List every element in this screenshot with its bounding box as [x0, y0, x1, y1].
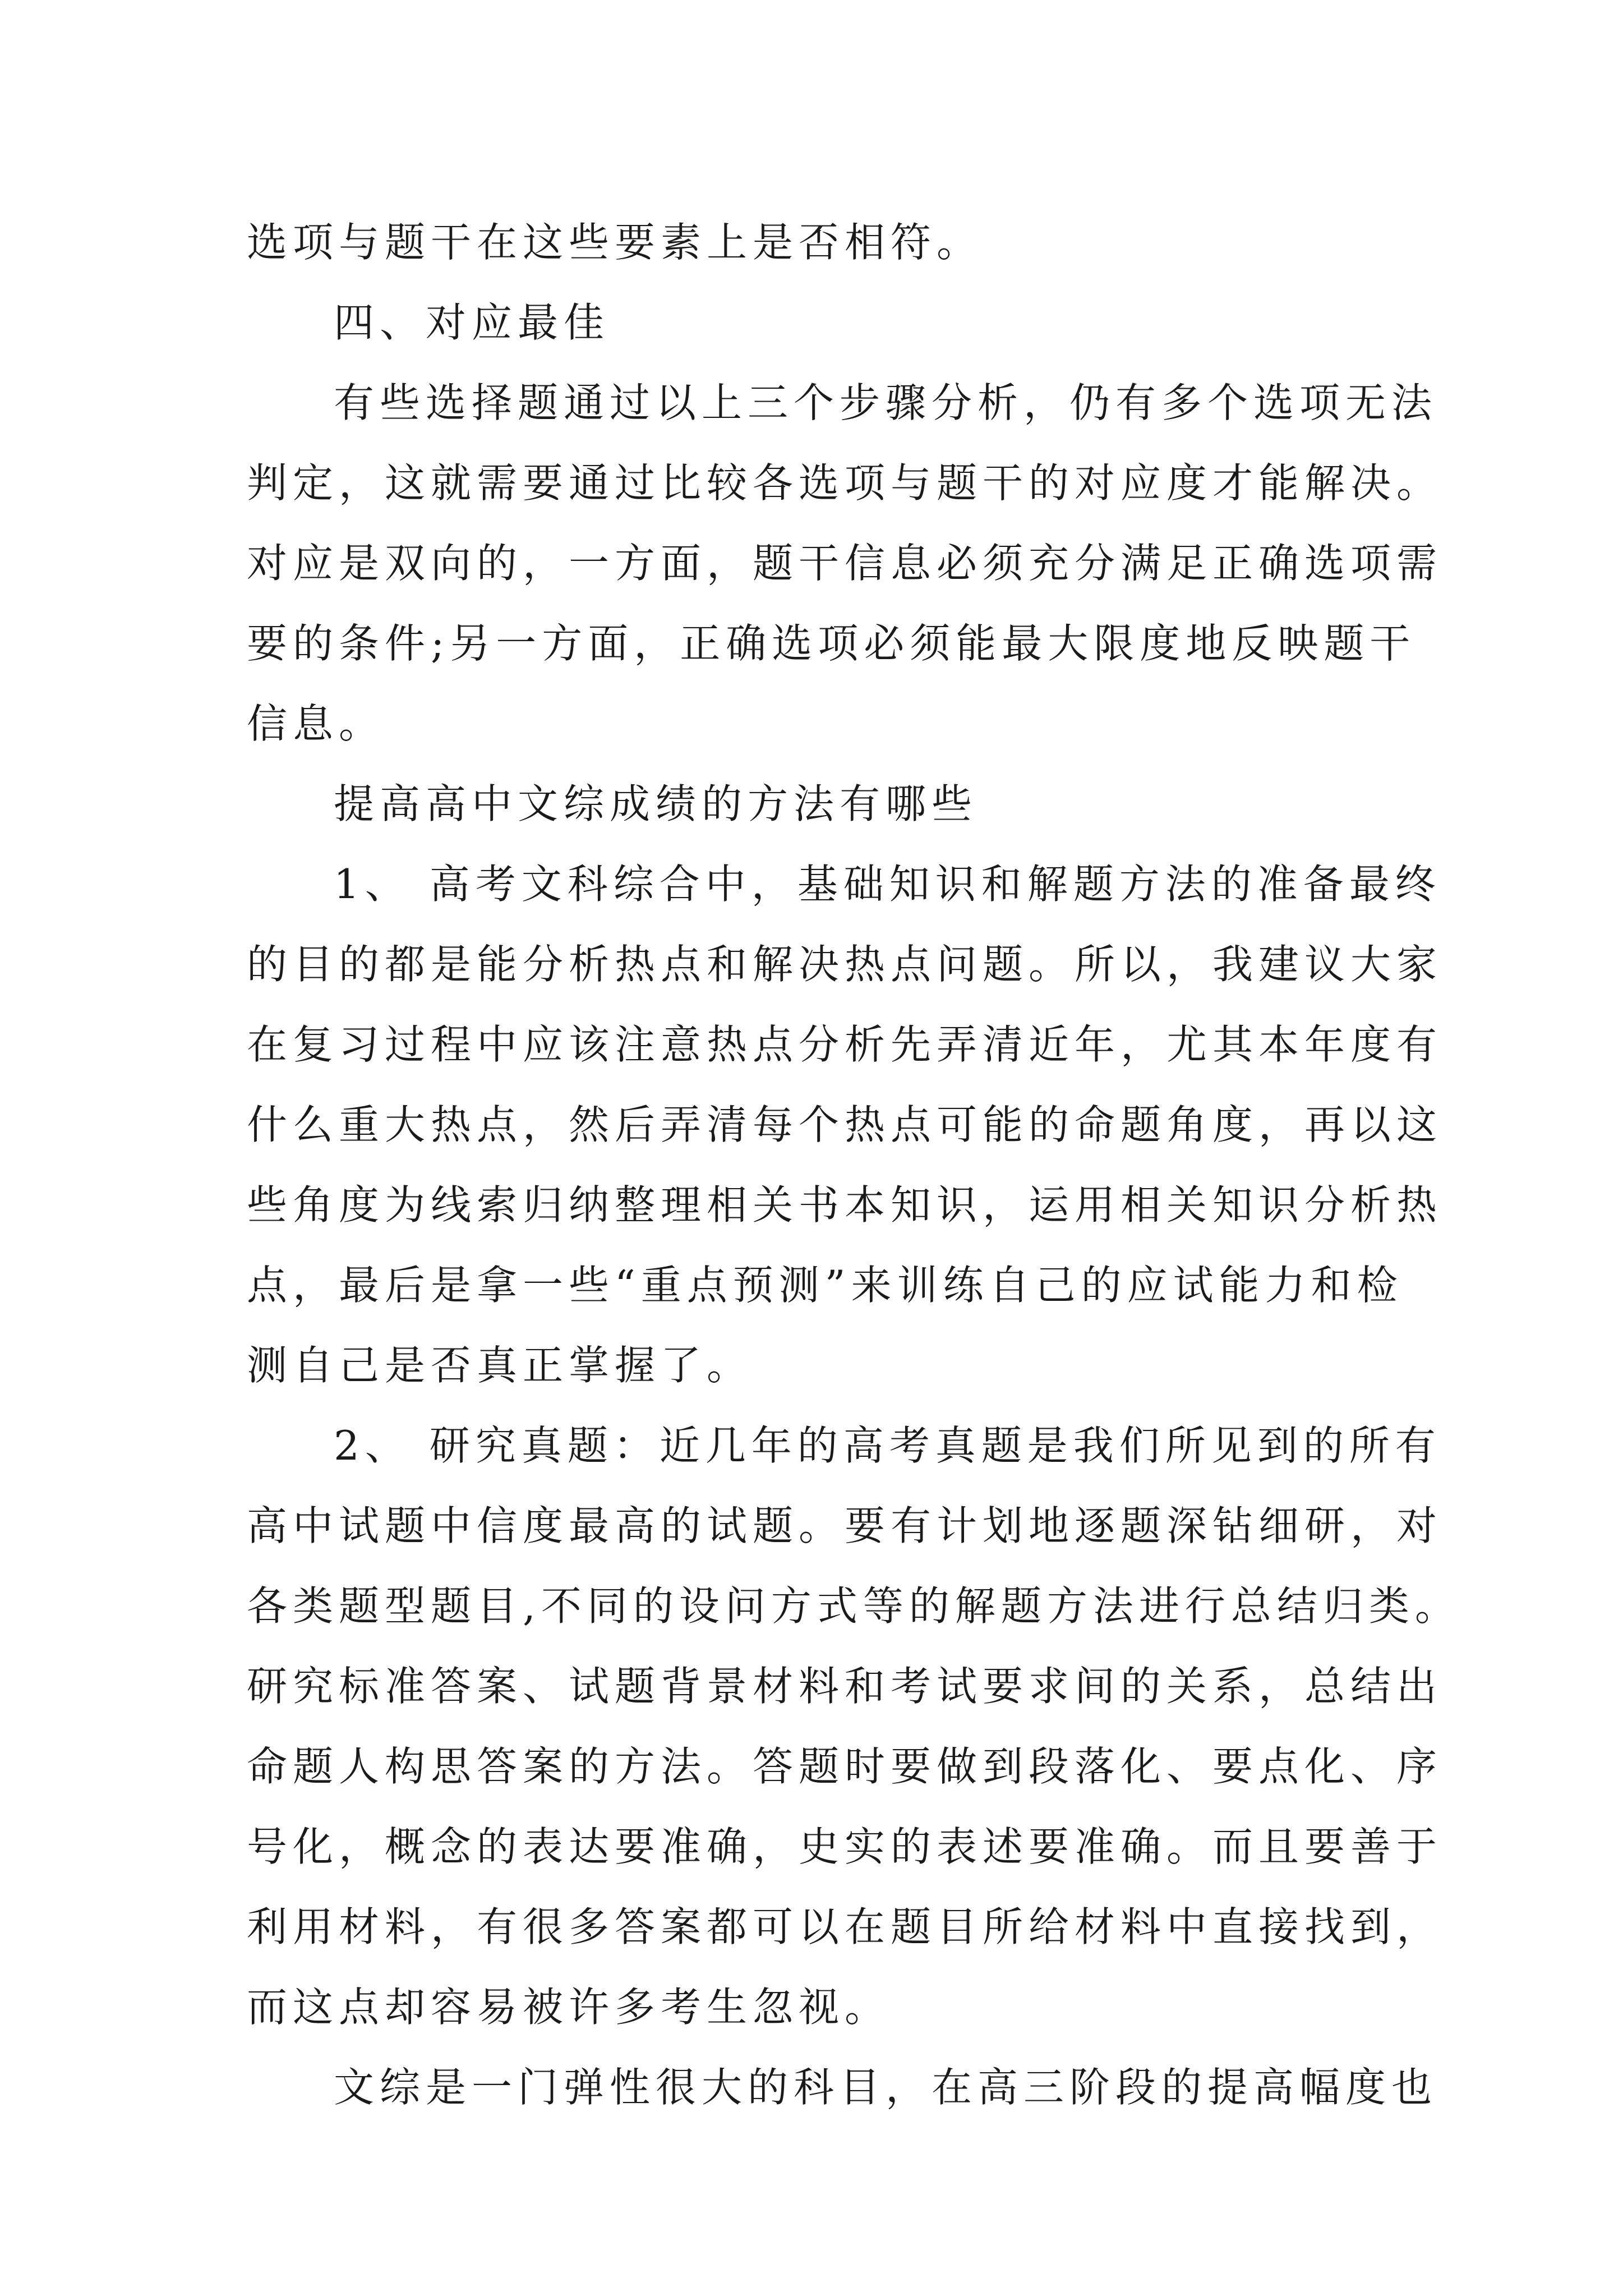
text-line: 文综是一门弹性很大的科目，在高三阶段的提高幅度也: [334, 2064, 1438, 2111]
text-line: 1、 高考文科综合中，基础知识和解题方法的准备最终: [334, 861, 1441, 908]
text-line: 命题人构思答案的方法。答题时要做到段落化、要点化、序: [247, 1743, 1443, 1790]
text-line: 各类题型题目,不同的设问方式等的解题方法进行总结归类。: [247, 1582, 1461, 1630]
section-heading: 四、对应最佳: [334, 299, 610, 346]
text-line: 测自己是否真正掌握了。: [247, 1342, 753, 1389]
text-line: 点，最后是拿一些“重点预测”来训练自己的应试能力和检: [247, 1262, 1403, 1309]
text-line: 利用材料，有很多答案都可以在题目所给材料中直接找到，: [247, 1903, 1443, 1950]
text-line: 信息。: [247, 700, 385, 747]
text-line: 要的条件;另一方面，正确选项必须能最大限度地反映题干: [247, 620, 1416, 667]
text-line: 些角度为线索归纳整理相关书本知识，运用相关知识分析热: [247, 1181, 1443, 1228]
text-line: 有些选择题通过以上三个步骤分析，仍有多个选项无法: [334, 379, 1438, 426]
text-line: 研究标准答案、试题背景材料和考试要求间的关系，总结出: [247, 1663, 1443, 1710]
text-line: 在复习过程中应该注意热点分析先弄清近年，尤其本年度有: [247, 1021, 1443, 1068]
text-line: 判定，这就需要通过比较各选项与题干的对应度才能解决。: [247, 459, 1443, 507]
text-line: 选项与题干在这些要素上是否相符。: [247, 219, 983, 266]
section-heading: 提高高中文综成绩的方法有哪些: [334, 780, 978, 827]
text-line: 什么重大热点，然后弄清每个热点可能的命题角度，再以这: [247, 1101, 1443, 1148]
text-line: 号化，概念的表达要准确，史实的表述要准确。而且要善于: [247, 1823, 1443, 1870]
text-line: 2、 研究真题：近几年的高考真题是我们所见到的所有: [334, 1422, 1441, 1469]
text-line: 对应是双向的，一方面，题干信息必须充分满足正确选项需: [247, 540, 1443, 587]
text-line: 的目的都是能分析热点和解决热点问题。所以，我建议大家: [247, 941, 1443, 988]
text-line: 而这点却容易被许多考生忽视。: [247, 1984, 891, 2031]
text-line: 高中试题中信度最高的试题。要有计划地逐题深钻细研，对: [247, 1502, 1443, 1549]
